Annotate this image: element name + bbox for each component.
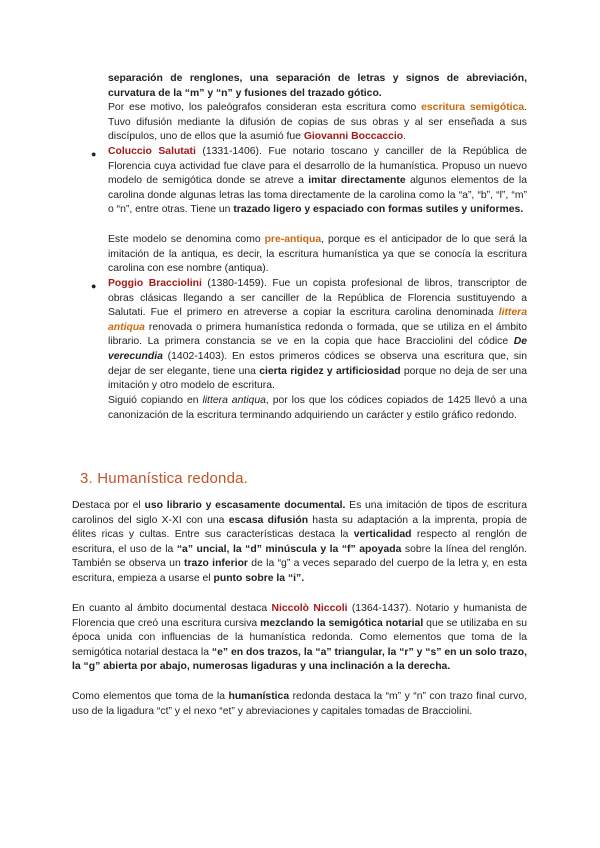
bold-text: verticalidad — [353, 529, 412, 541]
text-run: (1380-1459). Fue un copista profesional de libros, transcriptor de obras clásicas llegando a ser canciller de la República de Florencia sustituyendo a Salutati. Fue el primero en atreverse a copiar la escritura carolina denominada — [108, 278, 528, 319]
text-run: . — [403, 131, 407, 143]
name-coluccio-salutati: Coluccio Salutati — [108, 146, 196, 157]
poggio-canonization-paragraph — [108, 394, 527, 423]
bold-text: mezclando la semigótica notarial — [260, 617, 424, 629]
text-run: redonda destaca la “m” y “n” con trazo final curvo, uso de la ligadura “ct” y el nexo “et” y abreviaciones y capitales tomadas de Bracciolini. — [72, 691, 527, 717]
niccoli-paragraph — [72, 602, 527, 675]
section-heading: 3. Humanística redonda. — [80, 470, 249, 487]
salutati-paragraph — [108, 145, 527, 218]
text-run: renovada o primera humanística redonda o formada, que se utiliza en el ámbito librario. La primera constancia se ve en la copia que hace Bracciolini del códice — [108, 321, 527, 348]
text-run: Por ese motivo, los paleógrafos consideran esta escritura como — [108, 102, 422, 113]
text-run: (1331-1406). Fue notario toscano y canciller de la República de Florencia cuya actividad fue clave para el desarrollo de la humanística. Propuso un nuevo modelo de semigótica donde se atreve a — [108, 146, 527, 187]
bold-text: trazo inferior — [184, 558, 248, 570]
salutati-preantiqua-paragraph — [108, 233, 527, 277]
text-run: que se utilizaba en su época unida con influencias de la humanística redonda. Como elementos que toma de la semigótica notarial destaca la — [72, 617, 527, 658]
text-run: Este modelo se denomina como — [108, 234, 265, 245]
humanistica-redonda-paragraph — [72, 499, 527, 587]
name-niccolo-niccoli: Niccolò Niccoli — [271, 603, 348, 614]
term-pre-antiqua: pre-antiqua — [264, 234, 322, 245]
poggio-paragraph — [108, 277, 527, 394]
bold-text: cierta rigidez y artificiosidad — [259, 365, 401, 377]
intro-paragraph-end — [108, 72, 527, 101]
name-giovanni-boccaccio: Giovanni Boccaccio — [303, 131, 404, 143]
text-run: sobre la línea del renglón. También se observa un — [72, 543, 528, 570]
bullet-icon: ● — [91, 281, 97, 291]
intro-paragraph-semigotica — [108, 101, 527, 145]
bullet-icon: ● — [91, 149, 97, 159]
name-poggio-bracciolini: Poggio Bracciolini — [108, 278, 202, 289]
bold-text: “e” en dos trazos, la “a” triangular, la “r” y “s” en un solo trazo, la “g” abierta por abajo, numerosas ligaduras y una inclinación a la derecha. — [72, 646, 527, 673]
text-run: . Tuvo difusión mediante la difusión de copias de sus obras y al ser enseñada a sus discípulos, uno de ellos que la asumió fue — [108, 102, 527, 143]
text-run: porque no deja de ser una imitación y otro modelo de escritura. — [108, 365, 527, 392]
text-run: respecto al renglón de escritura, el uso de la — [72, 529, 527, 555]
term-escritura-semigotica: escritura semigótica — [421, 102, 525, 113]
bold-text: humanística — [228, 691, 290, 702]
text-run: Como elementos que toma de la — [72, 691, 229, 702]
text-run: Siguió copiando en — [108, 395, 203, 406]
text-run: algunos elementos de la carolina donde algunas letras las toma directamente de la carolina como la “a”, “b”, “l”, “m” o “n”, entre otras. Tiene un — [108, 175, 527, 216]
text-run: de la “g” a veces separado del cuerpo de la letra y, en esta escritura, empieza a usarse el — [72, 558, 527, 584]
text-run: , por los que los códices copiados de 1425 llevó a una canonización de la escritura terminando adquiriendo un carácter y estilo gráfico redondo. — [108, 395, 527, 421]
bold-text: punto sobre la “i”. — [213, 572, 305, 584]
bold-text: “a” uncial, la “d” minúscula y la “f” apoyada — [176, 543, 402, 555]
intro-bold-text: separación de renglones, una separación de letras y signos de abreviación, curvatura de la “m” y “n” y fusiones del trazado gótico. — [108, 73, 527, 99]
italic-term: littera antiqua — [202, 395, 266, 406]
text-run: hasta su adaptación a la imprenta, propia de élites ricas y cultas. Entre sus características destaca la — [72, 514, 528, 541]
text-run: Es una imitación de tipos de escritura carolinos del siglo X-XI con una — [72, 500, 527, 526]
bold-text: imitar directamente — [308, 175, 406, 187]
title-de-verecundia: De verecundia — [108, 336, 527, 362]
text-run: , porque es el anticipador de lo que será la imitación de la antiqua, es decir, la escritura humanística ya que se conocía la escritura carolina con ese nombre (antiqua). — [108, 234, 527, 275]
text-run: Destaca por el — [72, 500, 145, 511]
text-run: En cuanto al ámbito documental destaca — [72, 603, 272, 614]
bold-text: trazado ligero y espaciado con formas sutiles y uniformes. — [233, 204, 524, 216]
text-run: (1364-1437). Notario y humanista de Florencia que creó una escritura cursiva — [72, 603, 527, 629]
humanistica-elements-paragraph — [72, 690, 527, 719]
bold-text: uso librario y escasamente documental. — [144, 500, 346, 511]
text-run: (1402-1403). En estos primeros códices se observa una escritura que, sin dejar de ser elegante, tiene una — [108, 350, 527, 377]
term-littera-antiqua: littera antiqua — [108, 307, 527, 333]
bold-text: escasa difusión — [228, 514, 309, 526]
